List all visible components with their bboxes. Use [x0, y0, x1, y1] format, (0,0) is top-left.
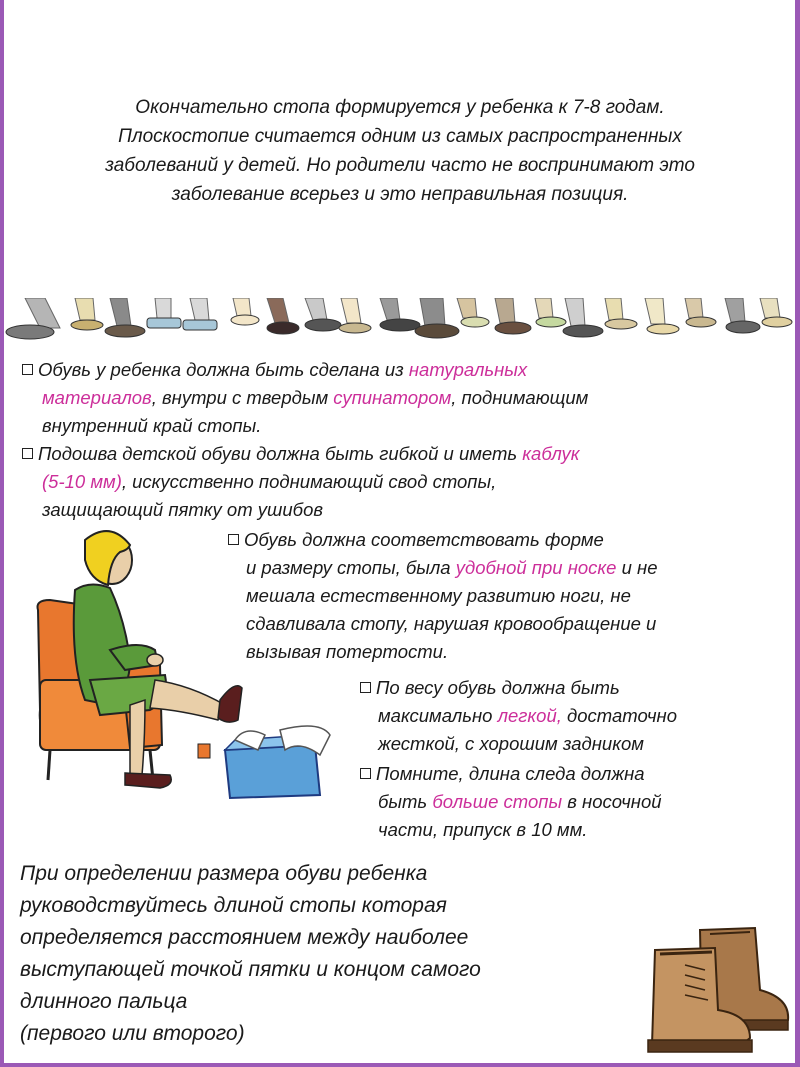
highlight-text: легкой, — [497, 705, 562, 726]
bullet-text: части, припуск в 10 мм. — [378, 819, 588, 840]
closing-line: определяется расстоянием между наиболее — [20, 926, 469, 949]
highlight-text: материалов — [42, 387, 152, 408]
bullet-text: , внутри с твердым — [151, 387, 334, 408]
checkbox-icon — [360, 768, 371, 779]
intro-line: заболеваний у детей. Но родители часто не воспринимают это — [105, 155, 695, 176]
bullet-text: Помните, длина следа должна — [376, 763, 645, 784]
bullet-text: Обувь должна соответствовать форме — [244, 529, 604, 550]
bullet-text: и размеру стопы, была — [246, 557, 456, 578]
frame-left-border — [0, 0, 4, 1067]
bullet-text: достаточно — [561, 705, 677, 726]
bullet-text: быть — [378, 791, 433, 812]
closing-line: (первого или второго) — [20, 1022, 245, 1045]
bullet-sole-heel — [22, 440, 580, 524]
bullet-length — [360, 760, 662, 844]
closing-line: выступающей точкой пятки и концом самого — [20, 958, 481, 981]
highlight-text: удобной при носке — [455, 557, 617, 578]
bullet-text: вызывая потертости. — [246, 641, 449, 662]
closing-line: При определении размера обуви ребенка — [20, 862, 428, 885]
bullet-text: в носочной — [562, 791, 662, 812]
frame-right-border — [795, 0, 800, 1067]
checkbox-icon — [22, 364, 33, 375]
bullet-text: внутренний край стопы. — [42, 415, 262, 436]
highlight-text: супинатором — [333, 387, 452, 408]
bullet-text: Обувь у ребенка должна быть сделана из — [38, 359, 409, 380]
bullet-text: жесткой, с хорошим задником — [378, 733, 644, 754]
highlight-text: натуральных — [408, 359, 528, 380]
frame-bottom-border — [0, 1063, 800, 1067]
intro-paragraph — [22, 93, 778, 209]
closing-line: длинного пальца — [20, 990, 188, 1013]
bullet-text: сдавливала стопу, нарушая кровообращение и — [246, 613, 657, 634]
bullet-natural-materials — [22, 356, 588, 440]
highlight-text: каблук — [522, 443, 580, 464]
boots-illustration — [630, 920, 795, 1060]
bullet-text: , поднимающим — [451, 387, 589, 408]
highlight-text: больше стопы — [432, 791, 563, 812]
bullet-text: защищающий пятку от ушибов — [42, 499, 324, 520]
bullet-text: По весу обувь должна быть — [376, 677, 620, 698]
intro-line: Окончательно стопа формируется у ребенка к 7-8 годам. — [135, 97, 665, 118]
checkbox-icon — [22, 448, 33, 459]
bullet-weight — [360, 674, 677, 758]
bullet-text: , искусственно поднимающий свод стопы, — [121, 471, 497, 492]
bullet-text: Подошва детской обуви должна быть гибкой и иметь — [38, 443, 523, 464]
walking-feet-illustration — [5, 298, 795, 353]
intro-line: Плоскостопие считается одним из самых распространенных — [118, 126, 682, 147]
closing-paragraph — [20, 858, 640, 1050]
closing-line: руководствуйтесь длиной стопы которая — [20, 894, 447, 917]
intro-line: заболевание всерьез и это неправильная позиция. — [171, 184, 629, 205]
bullet-text: мешала естественному развитию ноги, не — [246, 585, 631, 606]
checkbox-icon — [360, 682, 371, 693]
woman-trying-shoe-illustration — [30, 530, 350, 800]
bullet-text: максимально — [378, 705, 498, 726]
bullet-text: и не — [616, 557, 658, 578]
highlight-text: (5-10 мм) — [42, 471, 122, 492]
